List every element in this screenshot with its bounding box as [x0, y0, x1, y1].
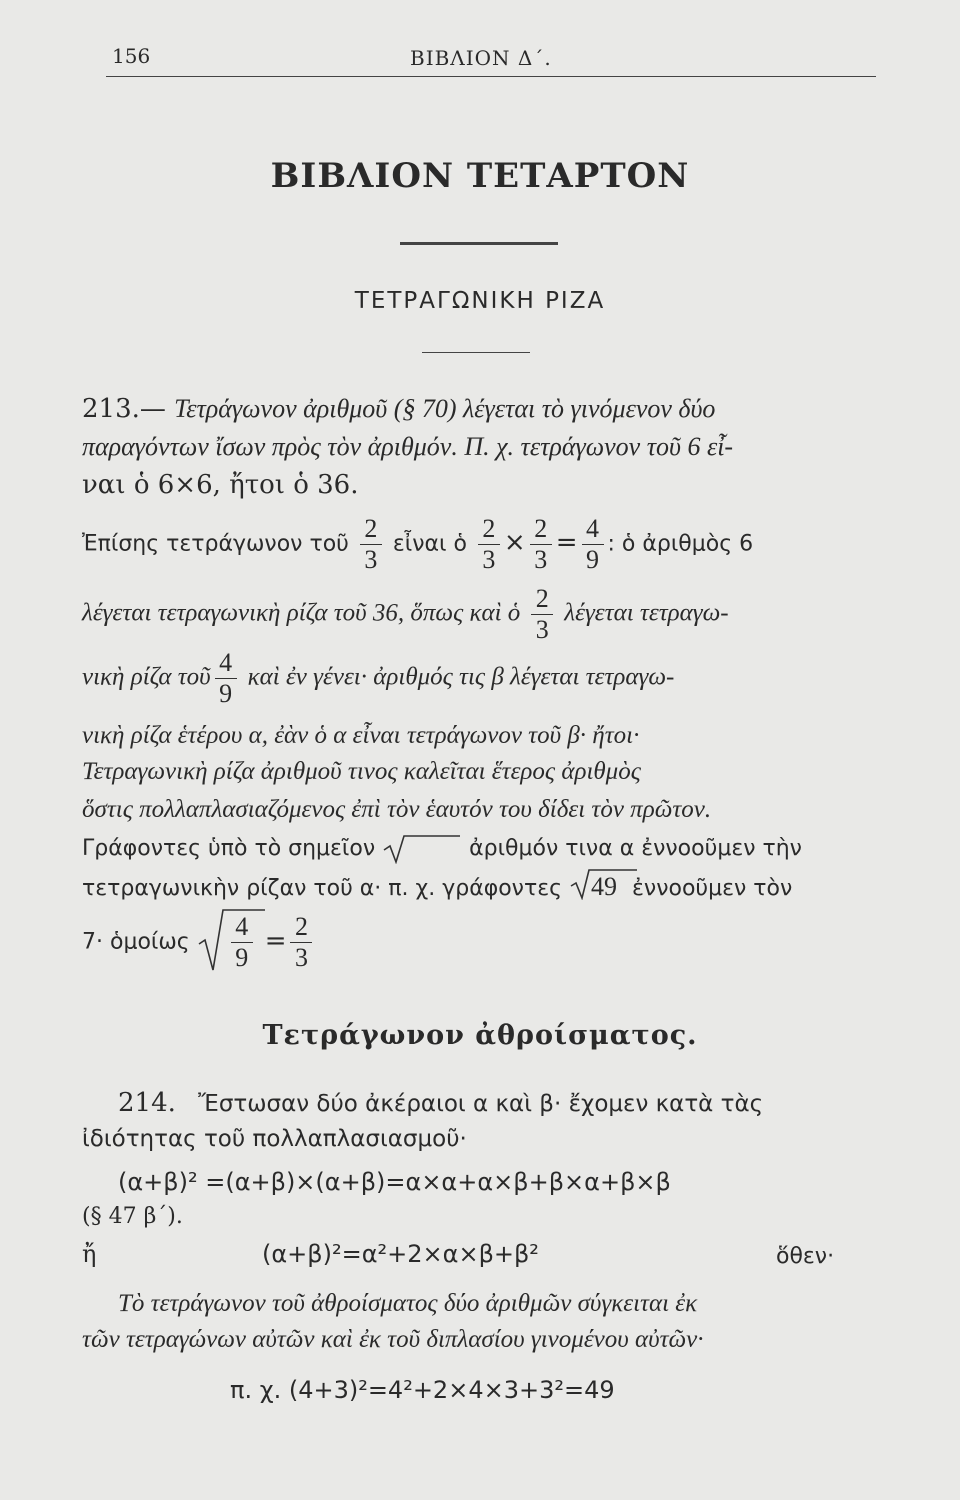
fraction-two-thirds: $\frac{2}{3}$ [478, 516, 500, 573]
notation-line-3: 7· ὁμοίως $\frac{4}{9}$ = $\frac{2}{3}$ [82, 914, 316, 971]
chapter-rule [422, 352, 530, 353]
fraction-two-thirds: $\frac{2}{3}$ [290, 914, 312, 971]
equation-line-1: Ἐπίσης τετράγωνον τοῦ $\frac{2}{3}$ εἶναι ὁ $\frac{2}{3}$ × $\frac{2}{3}$ = $\frac{4}{9}$ : ὁ ἀριθμὸς 6 [82, 514, 754, 574]
fraction-two-thirds: $\frac{2}{3}$ [530, 516, 552, 573]
formula-result-suffix: ὅθεν· [776, 1244, 835, 1269]
title-rule [400, 242, 558, 245]
worked-example: π. χ. (4+3)²=4²+2×4×3+3²=49 [230, 1376, 615, 1404]
equation-line-3: νικὴ ρίζα τοῦ $\frac{4}{9}$ καὶ ἐν γένει· ἀριθμός τις β λέγεται τετραγω- [82, 648, 675, 708]
fraction-two-thirds: $\frac{2}{3}$ [360, 516, 382, 573]
conclusion-line-2: τῶν τετραγώνων αὐτῶν καὶ ἐκ τοῦ διπλασίου γινομένου αὐτῶν· [82, 1326, 704, 1353]
header-rule [106, 76, 876, 77]
radical-sign-icon [197, 908, 267, 972]
section-214-line-2: ἰδιότητας τοῦ πολλαπλασιασμοῦ· [82, 1126, 467, 1152]
fraction-two-thirds: $\frac{2}{3}$ [531, 586, 553, 643]
definition-line-1: Τετραγωνικὴ ρίζα ἀριθμοῦ τινος καλεῖται ἕτερος ἀριθμὸς [82, 758, 641, 785]
book-title: ΒΙΒΛΙΟΝ ΤΕΤΑΡΤΟΝ [270, 156, 690, 196]
radical-49: 49 [569, 872, 625, 902]
subheading: Τετράγωνον ἀθροίσματος. [262, 1020, 698, 1051]
section-number-214: 214. [118, 1088, 176, 1118]
notation-line-2: τετραγωνικὴν ρίζαν τοῦ α· π. χ. γράφοντες 49 ἐννοοῦμεν τὸν [82, 872, 792, 902]
equation-line-2: λέγεται τετραγωνικὴ ρίζα τοῦ 36, ὅπως καὶ ὁ $\frac{2}{3}$ λέγεται τετραγω- [82, 584, 729, 644]
radical-four-ninths [197, 914, 257, 971]
section-number-213: 213. [82, 394, 140, 424]
section-213-line-1: 213.— Τετράγωνον ἀριθμοῦ (§ 70) λέγεται τὸ γινόμενον δύο [82, 394, 716, 424]
fraction-four-ninths: $\frac{4}{9}$ [582, 516, 604, 573]
radical-sign-icon [569, 868, 639, 900]
chapter-title: ΤΕΤΡΑΓΩΝΙΚΗ ΡΙΖΑ [354, 288, 606, 314]
fraction-four-ninths: $\frac{4}{9}$ [231, 914, 253, 971]
section-213-line-3: ναι ὁ 6×6, ἤτοι ὁ 36. [82, 470, 359, 500]
formula-reference: (§ 47 β΄). [82, 1204, 183, 1229]
notation-line-1: Γράφοντες ὑπὸ τὸ σημεῖον ἀριθμόν τινα α ἐννοοῦμεν τὴν [82, 834, 802, 864]
formula-expansion: (α+β)² =(α+β)×(α+β)=α×α+α×β+β×α+β×β [118, 1168, 671, 1196]
page-number: 156 [112, 44, 151, 68]
formula-result-prefix: ἤ [82, 1240, 97, 1268]
definition-line-2: ὅστις πολλαπλασιαζόμενος ἐπὶ τὸν ἑαυτόν του δίδει τὸν πρῶτον. [82, 796, 712, 823]
fraction-four-ninths: $\frac{4}{9}$ [215, 650, 237, 707]
section-213-line-2: παραγόντων ἴσων πρὸς τὸν ἀριθμόν. Π. χ. τετράγωνον τοῦ 6 εἶ- [82, 432, 734, 461]
conclusion-line-1: Τὸ τετράγωνον τοῦ ἀθροίσματος δύο ἀριθμῶν σύγκειται ἐκ [118, 1290, 698, 1317]
section-214-line-1: 214. Ἔστωσαν δύο ἀκέραιοι α καὶ β· ἔχομεν κατὰ τὰς [118, 1088, 764, 1118]
radical-sign-icon [382, 834, 462, 864]
running-title: ΒΙΒΛΙΟΝ Δ΄. [410, 46, 552, 70]
formula-result: (α+β)²=α²+2×α×β+β² [262, 1240, 539, 1268]
section-213-line-e4: νικὴ ρίζα ἑτέρου α, ἐὰν ὁ α εἶναι τετράγωνον τοῦ β· ἤτοι· [82, 722, 640, 749]
